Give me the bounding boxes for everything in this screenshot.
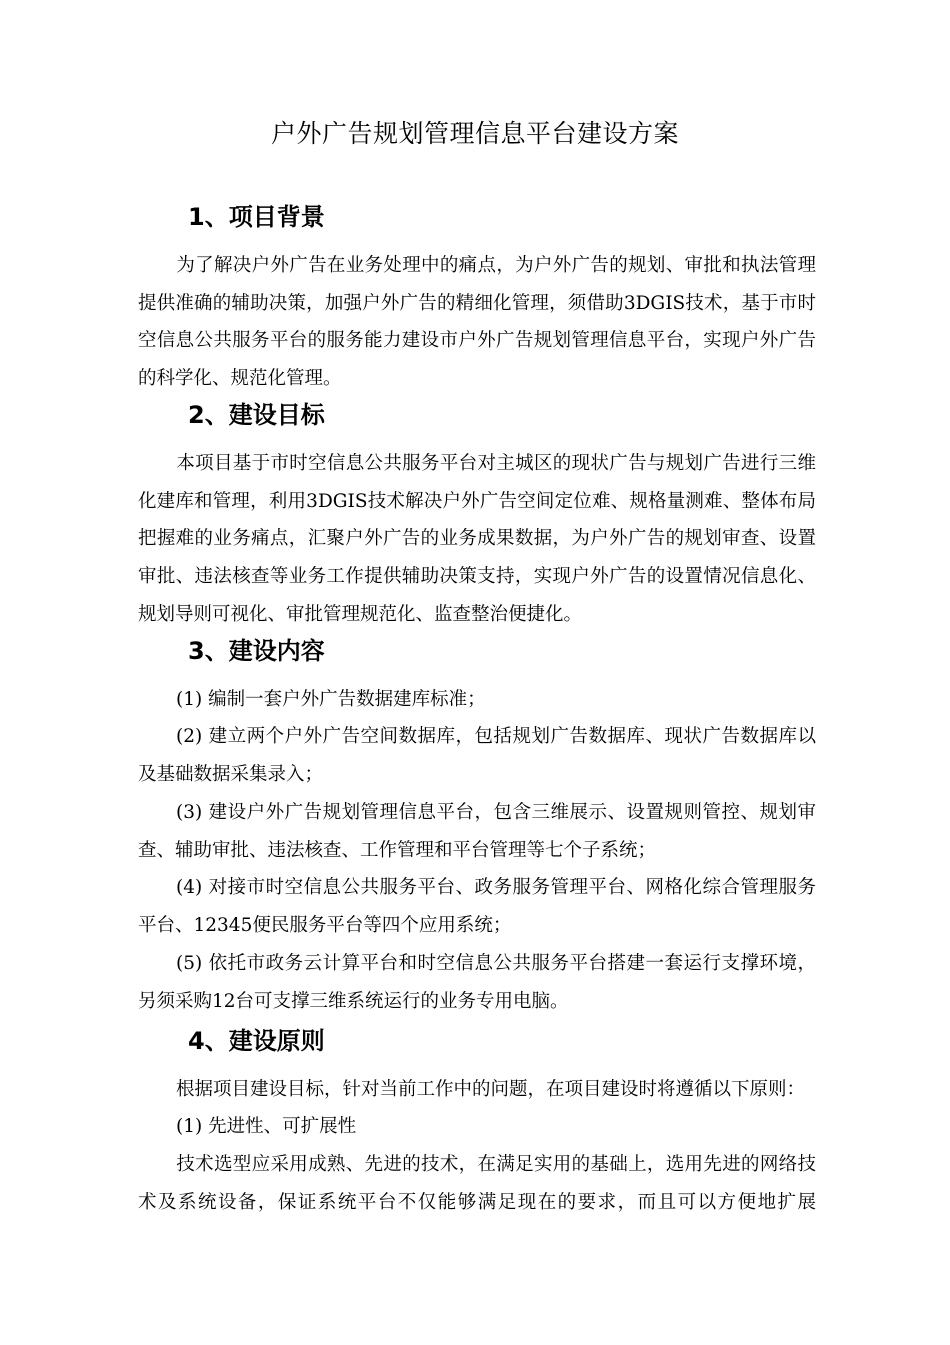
- content-item-5-text: (5) 依托市政务云计算平台和时空信息公共服务平台搭建一套运行支撑环境，另须采购12台可支撑三维系统运行的业务专用电脑。: [138, 953, 816, 1012]
- section-heading-goals: 2、建设目标: [188, 401, 325, 429]
- content-item-5: [138, 945, 816, 1020]
- content-item-1-text: (1) 编制一套户外广告数据建库标准；: [176, 689, 486, 710]
- section-heading-background: 1、项目背景: [188, 203, 325, 231]
- paragraph-background-text: 为了解决户外广告在业务处理中的痛点，为户外广告的规划、审批和执法管理提供准确的辅助决策，加强户外广告的精细化管理，须借助3DGIS技术，基于市时空信息公共服务平台的服务能力建设市户外广告规划管理信息平台，实现户外广告的科学化、规范化管理。: [138, 255, 816, 390]
- content-item-2-text: (2) 建立两个户外广告空间数据库，包括规划广告数据库、现状广告数据库以及基础数据采集录入；: [138, 726, 816, 785]
- principles-intro-text: 根据项目建设目标，针对当前工作中的问题，在项目建设时将遵循以下原则：: [176, 1079, 806, 1100]
- document-title: 户外广告规划管理信息平台建设方案: [270, 119, 679, 148]
- paragraph-goals: [138, 445, 816, 634]
- principle-1-text-body: 技术选型应采用成熟、先进的技术，在满足实用的基础上，选用先进的网络技术及系统设备，保证系统平台不仅能够满足现在的要求，而且可以方便地扩展: [138, 1154, 816, 1213]
- section-heading-principles: 4、建设原则: [188, 1027, 325, 1055]
- principle-1-title-text: (1) 先进性、可扩展性: [176, 1116, 357, 1137]
- content-item-4-text: (4) 对接市时空信息公共服务平台、政务服务管理平台、网格化综合管理服务平台、12345便民服务平台等四个应用系统；: [138, 877, 816, 936]
- section-heading-content: 3、建设内容: [188, 637, 325, 665]
- paragraph-goals-text: 本项目基于市时空信息公共服务平台对主城区的现状广告与规划广告进行三维化建库和管理，利用3DGIS技术解决户外广告空间定位难、规格量测难、整体布局把握难的业务痛点，汇聚户外广告的业务成果数据，为户外广告的规划审查、设置审批、违法核查等业务工作提供辅助决策支持，实现户外广告的设置情况信息化、规划导则可视化、审批管理规范化、监查整治便捷化。: [138, 453, 816, 625]
- content-item-3: [138, 794, 816, 869]
- content-item-1: [138, 681, 816, 719]
- paragraph-background: [138, 247, 816, 398]
- content-item-2: [138, 718, 816, 793]
- principle-1-text: [138, 1146, 816, 1221]
- content-item-4: [138, 869, 816, 944]
- principles-intro: [138, 1071, 816, 1109]
- principle-1-title: [138, 1108, 816, 1146]
- content-item-3-text: (3) 建设户外广告规划管理信息平台，包含三维展示、设置规则管控、规划审查、辅助审批、违法核查、工作管理和平台管理等七个子系统；: [138, 802, 816, 861]
